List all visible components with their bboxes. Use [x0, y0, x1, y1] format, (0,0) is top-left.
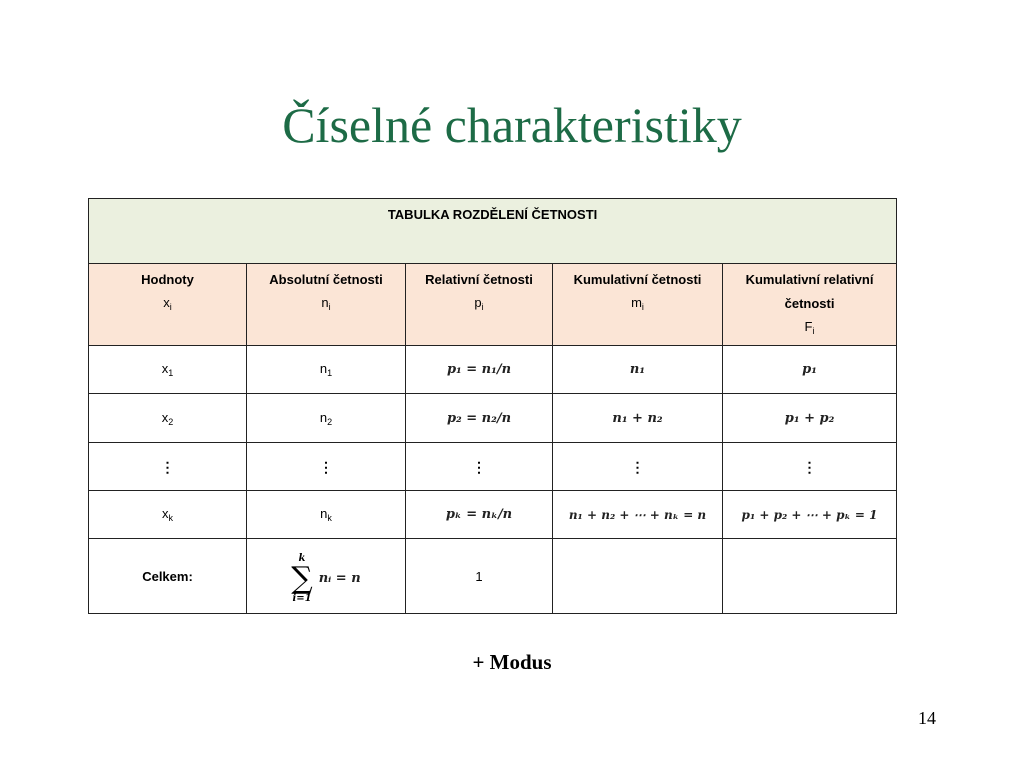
header-symbol: $p_i$ — [474, 295, 484, 312]
total-label: Celkem: — [89, 539, 247, 614]
table-total-row — [89, 539, 897, 614]
footer-note: + Modus — [472, 650, 552, 674]
header-label: Hodnoty — [141, 272, 194, 287]
table-row — [89, 346, 897, 394]
header-symbol: $n_i$ — [321, 295, 331, 312]
header-label: Kumulativní četnosti — [573, 272, 702, 287]
total-sum-formula — [247, 539, 406, 614]
header-symbol: $x_i$ — [163, 295, 172, 312]
cell-x: $x_k$ — [89, 491, 247, 539]
cell-m: n₁ — [553, 346, 723, 394]
header-symbol: $m_i$ — [631, 295, 644, 312]
cell-x-ellipsis: ⋮ — [89, 443, 247, 491]
table-row — [89, 394, 897, 443]
frequency-table — [88, 198, 897, 614]
header-relative — [406, 264, 553, 346]
header-absolute — [247, 264, 406, 346]
header-cumulative-relative — [723, 264, 897, 346]
total-empty-cumulative — [553, 539, 723, 614]
cell-m: n₁ + n₂ — [553, 394, 723, 443]
cell-f-ellipsis: ⋮ — [723, 443, 897, 491]
cell-p: p₂ = n₂/n — [406, 394, 553, 443]
cell-f: p₁ + p₂ + ⋯ + pₖ = 1 — [723, 491, 897, 539]
cell-n: $n_1$ — [247, 346, 406, 394]
cell-f: p₁ + p₂ — [723, 394, 897, 443]
header-symbol: $F_i$ — [804, 319, 815, 336]
table-row — [89, 443, 897, 491]
header-label: Relativní četnosti — [425, 272, 533, 287]
slide-title: Číselné charakteristiky — [282, 97, 742, 153]
cell-p: pₖ = nₖ/n — [406, 491, 553, 539]
cell-f: p₁ — [723, 346, 897, 394]
sum-sigma: k ∑ i=1 — [291, 552, 313, 604]
total-empty-cumulative-relative — [723, 539, 897, 614]
header-cumulative — [553, 264, 723, 346]
cell-n: $n_k$ — [247, 491, 406, 539]
cell-m: n₁ + n₂ + ⋯ + nₖ = n — [553, 491, 723, 539]
cell-p: p₁ = n₁/n — [406, 346, 553, 394]
page-number: 14 — [918, 708, 936, 728]
table-row — [89, 491, 897, 539]
cell-p-ellipsis: ⋮ — [406, 443, 553, 491]
cell-x: $x_1$ — [89, 346, 247, 394]
header-label: Absolutní četnosti — [269, 272, 383, 287]
header-hodnoty — [89, 264, 247, 346]
table-header-row — [89, 264, 897, 346]
table-caption: TABULKA ROZDĚLENÍ ČETNOSTI — [89, 199, 897, 264]
total-relative: 1 — [406, 539, 553, 614]
cell-n: $n_2$ — [247, 394, 406, 443]
cell-x: $x_2$ — [89, 394, 247, 443]
cell-n-ellipsis: ⋮ — [247, 443, 406, 491]
header-label: Kumulativní relativní četnosti — [745, 272, 874, 311]
sum-expression: nᵢ = n — [318, 571, 361, 586]
cell-m-ellipsis: ⋮ — [553, 443, 723, 491]
